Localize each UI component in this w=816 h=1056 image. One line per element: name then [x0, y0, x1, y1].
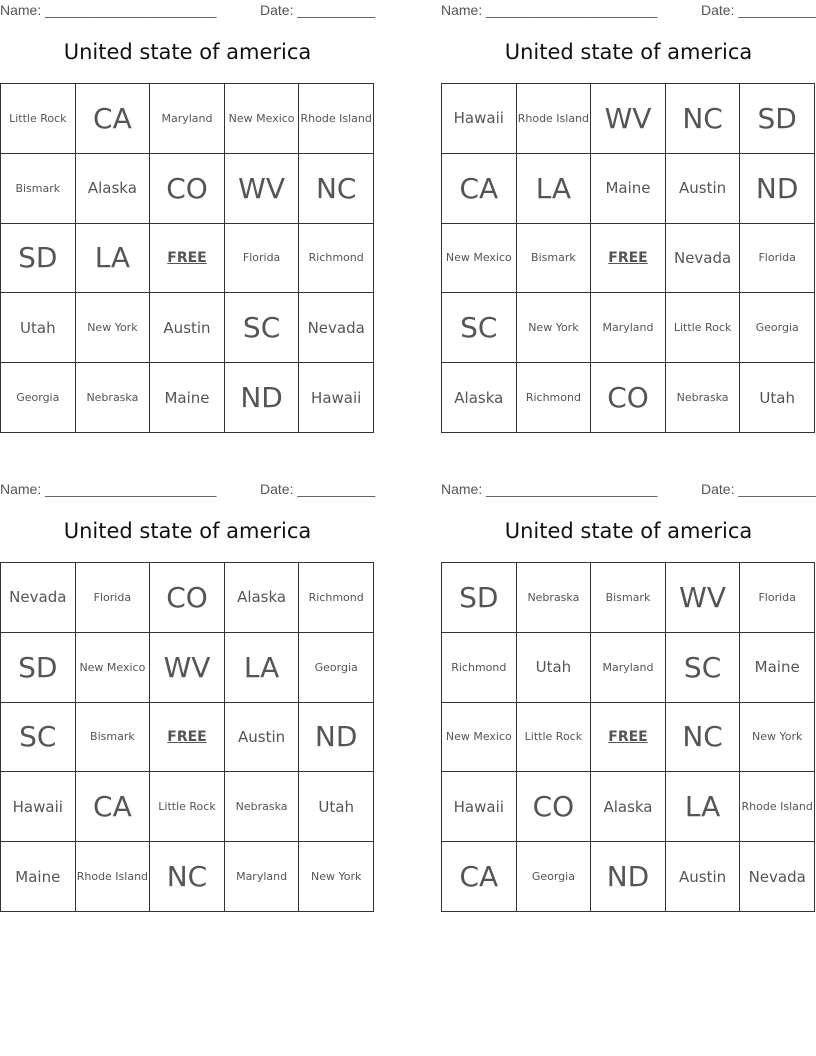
date-field: Date: __________ [260, 2, 376, 18]
card-title: United state of america [504, 519, 753, 543]
bingo-cell: Maryland [591, 633, 666, 703]
bingo-card-1 [0, 0, 375, 435]
date-field: Date: __________ [701, 2, 816, 18]
bingo-cell: Nebraska [517, 563, 592, 633]
bingo-cell: Bismark [1, 154, 76, 224]
bingo-cell: New Mexico [225, 84, 300, 154]
bingo-cell: CO [150, 154, 225, 224]
bingo-cell: Richmond [299, 224, 374, 294]
bingo-cell: Nebraska [666, 363, 741, 433]
bingo-cell: CO [150, 563, 225, 633]
bingo-cell: Nevada [666, 224, 741, 294]
bingo-cell: Hawaii [442, 84, 517, 154]
bingo-cell: NC [666, 703, 741, 773]
bingo-cell: LA [225, 633, 300, 703]
bingo-cell: Maine [591, 154, 666, 224]
bingo-cell: Austin [666, 842, 741, 912]
name-field: Name: ______________________ [441, 2, 658, 18]
bingo-cell: CA [76, 84, 151, 154]
bingo-cell: NC [299, 154, 374, 224]
bingo-cell: LA [517, 154, 592, 224]
bingo-grid [0, 562, 374, 912]
bingo-cell: CA [442, 842, 517, 912]
card-title: United state of america [63, 519, 312, 543]
card-header [0, 481, 375, 499]
bingo-cell: Little Rock [517, 703, 592, 773]
bingo-cell: Rhode Island [299, 84, 374, 154]
bingo-cell: Maryland [150, 84, 225, 154]
bingo-cell: New Mexico [442, 224, 517, 294]
date-field: Date: __________ [701, 481, 816, 497]
bingo-cell: Nevada [740, 842, 815, 912]
bingo-cell: Richmond [442, 633, 517, 703]
bingo-cell: New York [299, 842, 374, 912]
name-field: Name: ______________________ [441, 481, 658, 497]
bingo-cell: Utah [1, 293, 76, 363]
bingo-cell: New Mexico [442, 703, 517, 773]
name-field: Name: ______________________ [0, 481, 217, 497]
free-space-cell: FREE [591, 703, 666, 773]
bingo-cell: Nebraska [76, 363, 151, 433]
free-space-cell: FREE [591, 224, 666, 294]
bingo-cell: SC [1, 703, 76, 773]
bingo-cell: Alaska [591, 772, 666, 842]
bingo-cell: SD [1, 633, 76, 703]
bingo-cell: Utah [740, 363, 815, 433]
free-space-cell: FREE [150, 703, 225, 773]
bingo-cell: ND [225, 363, 300, 433]
bingo-cell: WV [225, 154, 300, 224]
bingo-cell: Richmond [299, 563, 374, 633]
bingo-cell: Hawaii [1, 772, 76, 842]
bingo-cell: Florida [76, 563, 151, 633]
bingo-cell: Rhode Island [517, 84, 592, 154]
bingo-cell: Austin [666, 154, 741, 224]
free-space-cell: FREE [150, 224, 225, 294]
bingo-cell: Hawaii [299, 363, 374, 433]
bingo-cell: Rhode Island [76, 842, 151, 912]
bingo-cell: Hawaii [442, 772, 517, 842]
bingo-cell: Utah [517, 633, 592, 703]
bingo-cell: New Mexico [76, 633, 151, 703]
card-header [0, 2, 375, 20]
bingo-cell: Austin [225, 703, 300, 773]
bingo-cell: CA [442, 154, 517, 224]
name-field: Name: ______________________ [0, 2, 217, 18]
bingo-cell: New York [740, 703, 815, 773]
bingo-cell: Little Rock [666, 293, 741, 363]
bingo-cell: New York [76, 293, 151, 363]
card-title: United state of america [63, 40, 312, 64]
bingo-cell: Maryland [225, 842, 300, 912]
bingo-cell: Little Rock [1, 84, 76, 154]
bingo-cell: SC [442, 293, 517, 363]
bingo-cell: LA [666, 772, 741, 842]
bingo-cell: Alaska [442, 363, 517, 433]
bingo-cell: WV [150, 633, 225, 703]
card-header [441, 481, 816, 499]
bingo-cell: NC [150, 842, 225, 912]
bingo-cell: Georgia [1, 363, 76, 433]
bingo-cell: SD [442, 563, 517, 633]
bingo-cell: Maine [150, 363, 225, 433]
bingo-cell: Nevada [299, 293, 374, 363]
bingo-cell: SD [1, 224, 76, 294]
bingo-cell: Maryland [591, 293, 666, 363]
bingo-cell: ND [740, 154, 815, 224]
bingo-grid [441, 83, 815, 433]
bingo-card-3 [0, 479, 375, 914]
bingo-cell: Bismark [76, 703, 151, 773]
bingo-cell: Austin [150, 293, 225, 363]
date-field: Date: __________ [260, 481, 376, 497]
bingo-cell: NC [666, 84, 741, 154]
bingo-cell: CA [76, 772, 151, 842]
bingo-cell: Georgia [299, 633, 374, 703]
bingo-cell: Bismark [591, 563, 666, 633]
bingo-cell: Rhode Island [740, 772, 815, 842]
bingo-cell: Georgia [740, 293, 815, 363]
bingo-cell: WV [591, 84, 666, 154]
bingo-cell: Georgia [517, 842, 592, 912]
bingo-cell: Florida [740, 224, 815, 294]
bingo-cell: Little Rock [150, 772, 225, 842]
bingo-cell: Richmond [517, 363, 592, 433]
bingo-cell: ND [591, 842, 666, 912]
bingo-cell: Bismark [517, 224, 592, 294]
bingo-card-4 [441, 479, 816, 914]
bingo-cell: CO [591, 363, 666, 433]
bingo-cell: Alaska [225, 563, 300, 633]
card-header [441, 2, 816, 20]
bingo-cell: SC [225, 293, 300, 363]
bingo-cell: Maine [740, 633, 815, 703]
bingo-cell: CO [517, 772, 592, 842]
bingo-cell: LA [76, 224, 151, 294]
bingo-cell: ND [299, 703, 374, 773]
bingo-cell: SD [740, 84, 815, 154]
bingo-cell: Florida [740, 563, 815, 633]
bingo-grid [0, 83, 374, 433]
bingo-cell: Florida [225, 224, 300, 294]
bingo-cell: Nevada [1, 563, 76, 633]
bingo-grid [441, 562, 815, 912]
bingo-cell: Nebraska [225, 772, 300, 842]
bingo-card-2 [441, 0, 816, 435]
bingo-cell: Utah [299, 772, 374, 842]
bingo-cell: Maine [1, 842, 76, 912]
bingo-cell: WV [666, 563, 741, 633]
bingo-cell: SC [666, 633, 741, 703]
card-title: United state of america [504, 40, 753, 64]
bingo-cell: New York [517, 293, 592, 363]
bingo-cell: Alaska [76, 154, 151, 224]
